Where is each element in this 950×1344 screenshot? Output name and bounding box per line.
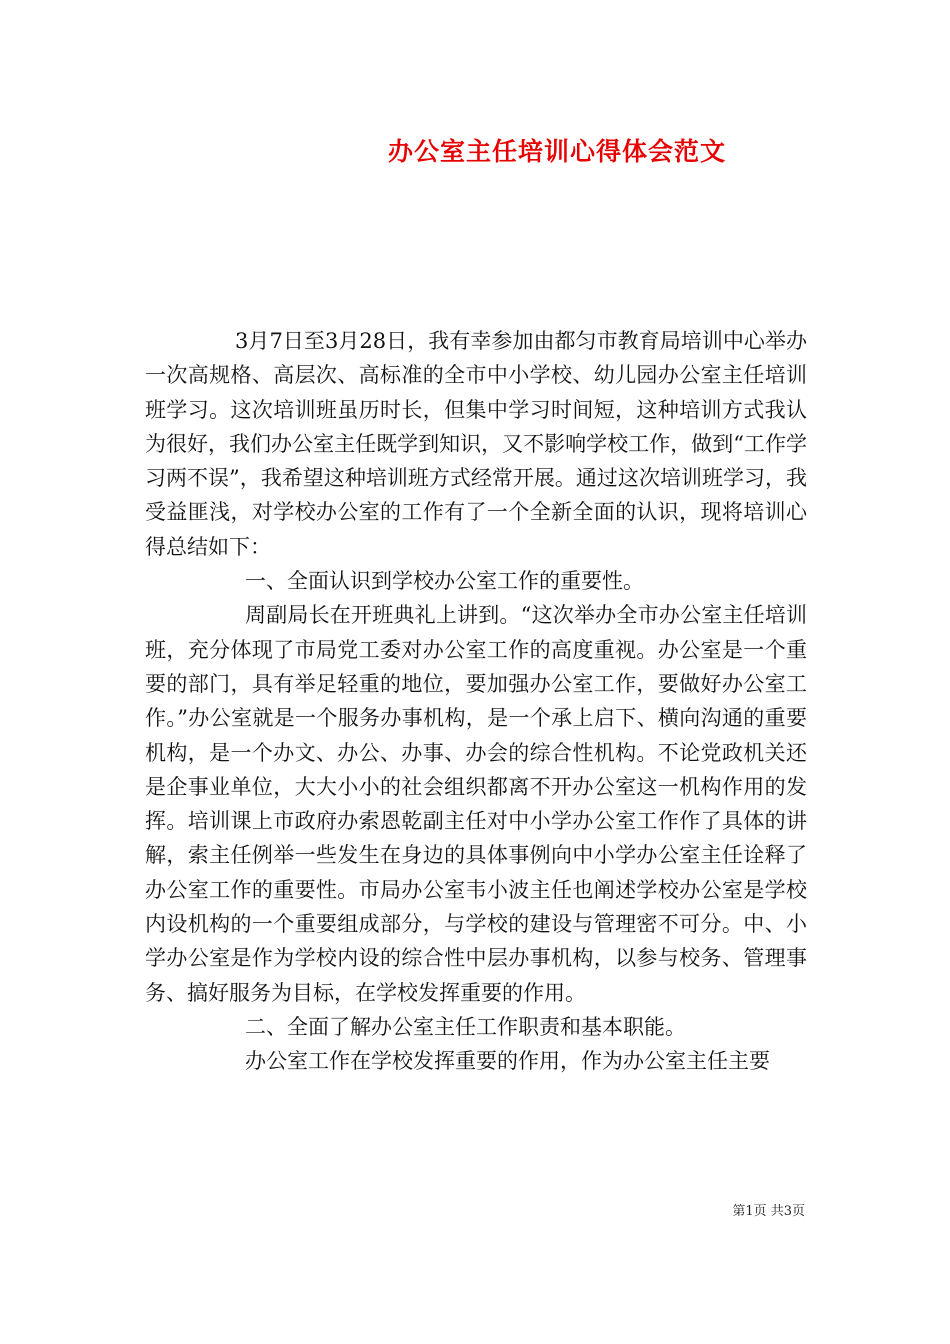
page-number: 第1页 共3页 bbox=[732, 1204, 805, 1219]
section-heading-2: 二、全面了解办公室主任工作职责和基本职能。 bbox=[245, 1014, 686, 1039]
paragraph-intro: 3月7日至3月28日，我有幸参加由都匀市教育局培训中心举办一次高规格、高层次、高标准的全市中小学校、幼儿园办公室主任培训班学习。这次培训班虽历时长，但集中学习时间短，这种培训方式我认为很好，我们办公室主任既学到知识，又不影响学校工作，做到“工作学习两不误”，我希望这种培训班方式经常开展。通过这次培训班学习，我受益匪浅，对学校办公室的工作有了一个全新全面的认识，现将培训心得总结如下： bbox=[145, 329, 807, 559]
document-body bbox=[145, 324, 807, 1079]
paragraph-section-2: 办公室工作在学校发挥重要的作用，作为办公室主任主要 bbox=[245, 1049, 770, 1074]
document-title-text: 办公室主任培训心得体会范文 bbox=[387, 137, 726, 166]
section-heading-1: 一、全面认识到学校办公室工作的重要性。 bbox=[245, 569, 644, 594]
paragraph-section-1: 周副局长在开班典礼上讲到。“这次举办全市办公室主任培训班，充分体现了市局党工委对办公室工作的高度重视。办公室是一个重要的部门，具有举足轻重的地位，要加强办公室工作，要做好办公室工作。”办公室就是一个服务办事机构，是一个承上启下、横向沟通的重要机构，是一个办文、办公、办事、办会的综合性机构。不论党政机关还是企事业单位，大大小小的社会组织都离不开办公室这一机构作用的发挥。培训课上市政府办索恩乾副主任对中小学办公室工作作了具体的讲解，索主任例举一些发生在身边的具体事例向中小学办公室主任诠释了办公室工作的重要性。市局办公室韦小波主任也阐述学校办公室是学校内设机构的一个重要组成部分，与学校的建设与管理密不可分。中、小学办公室是作为学校内设的综合性中层办事机构，以参与校务、管理事务、搞好服务为目标，在学校发挥重要的作用。 bbox=[145, 603, 807, 1005]
document-title bbox=[0, 132, 950, 172]
